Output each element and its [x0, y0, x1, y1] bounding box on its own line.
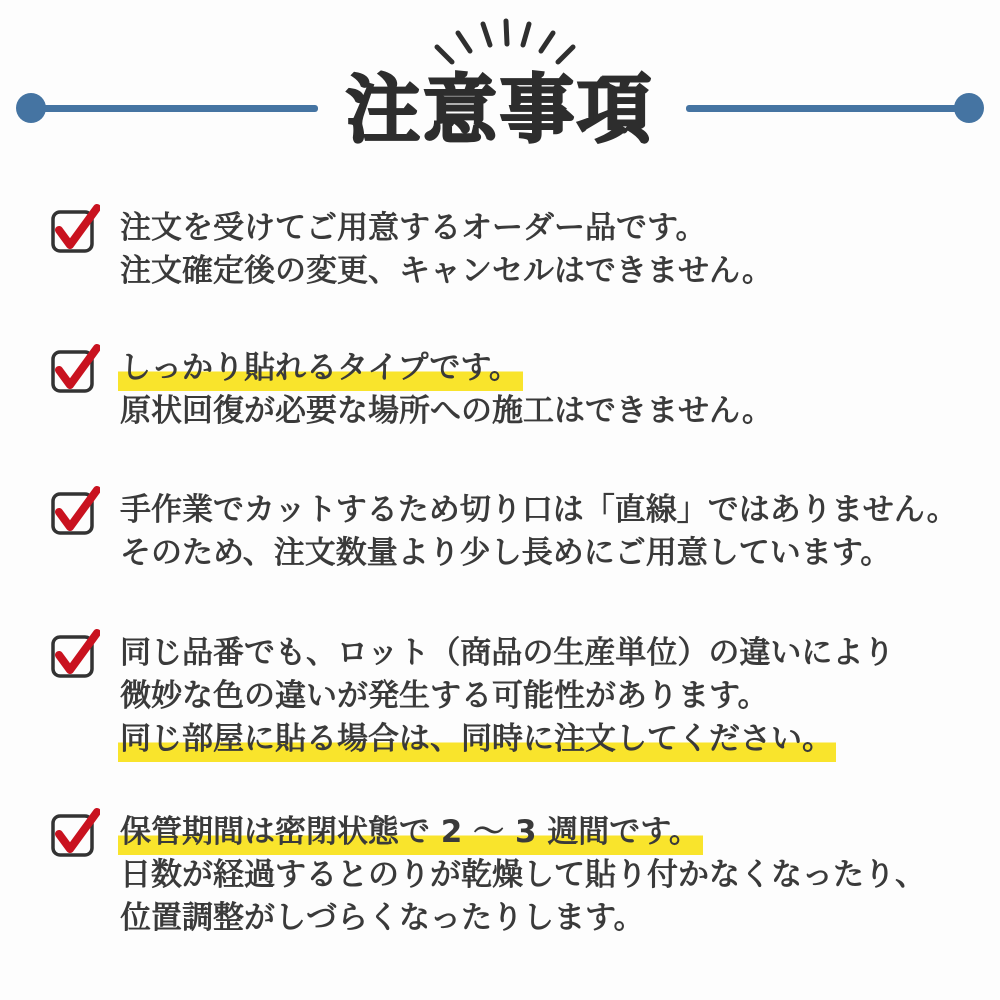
notice-line: 微妙な色の違いが発生する可能性があります。 — [120, 678, 769, 714]
checked-checkbox-icon — [50, 807, 100, 857]
checked-checkbox-icon — [50, 343, 100, 393]
notice-line: 原状回復が必要な場所への施工はできません。 — [120, 393, 773, 429]
notice-item — [50, 347, 773, 433]
notice-item — [50, 811, 926, 940]
notice-line: 同じ品番でも、ロット（商品の生産単位）の違いにより — [120, 635, 895, 671]
notice-line: 位置調整がしづらくなったりします。 — [120, 900, 645, 936]
notice-text — [120, 632, 894, 761]
notice-line: 日数が経過するとのりが乾燥して貼り付かなくなったり、 — [120, 857, 926, 893]
notice-item — [50, 207, 773, 293]
checked-checkbox-icon — [50, 485, 100, 535]
notice-text — [120, 811, 926, 940]
notice-line: そのため、注文数量より少し長めにご用意しています。 — [120, 535, 892, 571]
rule-endpoint-dot-right — [954, 93, 984, 123]
notice-text — [120, 489, 958, 575]
checked-checkbox-icon — [50, 203, 100, 253]
title-rule-right — [686, 105, 970, 112]
notice-line: 手作業でカットするため切り口は「直線」ではありません。 — [120, 492, 958, 528]
notice-text — [120, 347, 773, 433]
notice-line-highlighted: 保管期間は密閉状態で 2 〜 3 週間です。 — [118, 814, 703, 855]
notice-line: 注文確定後の変更、キャンセルはできません。 — [120, 253, 773, 289]
notice-item — [50, 489, 958, 575]
checked-checkbox-icon — [50, 628, 100, 678]
page-title: 注意事項 — [346, 67, 654, 153]
notice-item — [50, 632, 894, 761]
notice-text — [120, 207, 773, 293]
burst-rays-icon — [425, 15, 585, 70]
notice-line-highlighted: 同じ部屋に貼る場合は、同時に注文してください。 — [118, 721, 836, 762]
notice-line: 注文を受けてご用意するオーダー品です。 — [120, 210, 707, 246]
notice-line-highlighted: しっかり貼れるタイプです。 — [118, 350, 523, 391]
